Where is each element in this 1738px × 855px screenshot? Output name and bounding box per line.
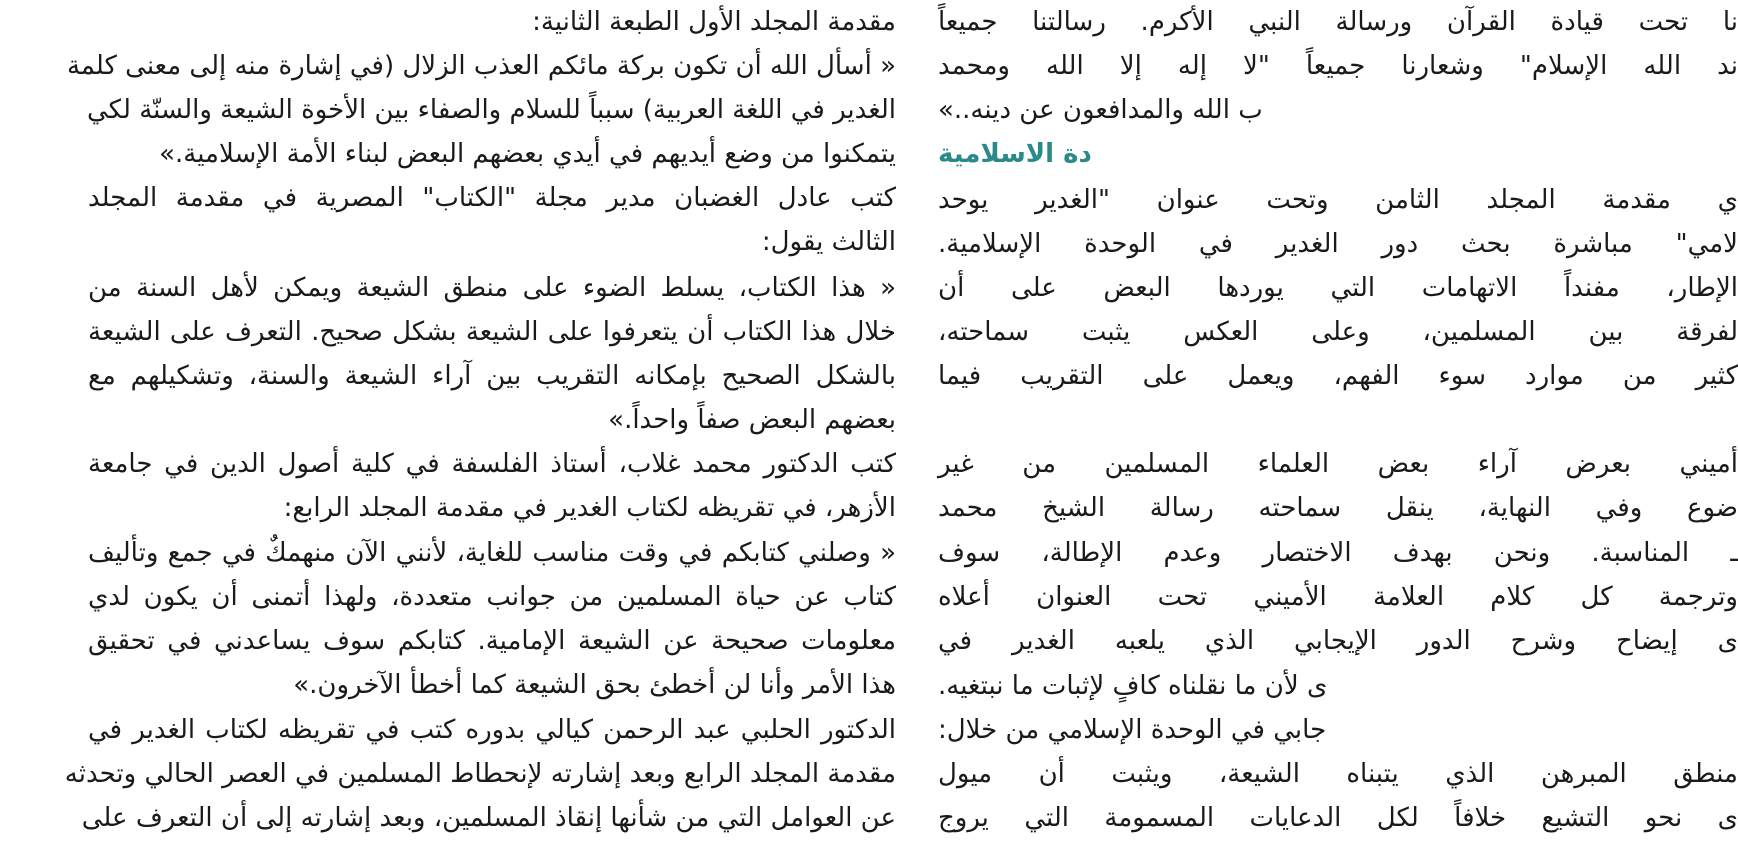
text-line: نا تحت قيادة القرآن ورسالة النبي الأكرم. رسالتنا جميعاً bbox=[938, 7, 1738, 37]
text-line: لفرقة بين المسلمين، وعلى العكس يثبت سماحته، bbox=[938, 317, 1738, 347]
text-line: ب الله والمدافعون عن دينه..» bbox=[938, 95, 1263, 125]
text-line: وترجمة كل كلام العلامة الأميني تحت العنوان أعلاه bbox=[938, 582, 1738, 612]
text-line: ضوع وفي النهاية، ينقل سماحته رسالة الشيخ محمد bbox=[938, 493, 1738, 523]
text-line: الأزهر، في تقريظه لكتاب الغدير في مقدمة المجلد الرابع: bbox=[283, 493, 896, 523]
text-line: معلومات صحيحة عن الشيعة الإمامية. كتابكم سوف يساعدني في تحقيق bbox=[88, 626, 896, 656]
text-line: الإطار، مفنداً الاتهامات التي يوردها البعض على أن bbox=[938, 273, 1738, 303]
text-line: أميني بعرض آراء بعض العلماء المسلمين من غير bbox=[938, 449, 1738, 479]
right-text-column bbox=[938, 0, 1738, 855]
text-line: الغدير في اللغة العربية) سبباً للسلام والصفاء بين الأخوة الشيعة والسنّة لكي bbox=[87, 95, 896, 125]
text-line: كتب عادل الغضبان مدير مجلة "الكتاب" المصرية في مقدمة المجلد bbox=[88, 183, 896, 213]
text-line: بالشكل الصحيح بإمكانه التقريب بين آراء الشيعة والسنة، وتشكيلهم مع bbox=[88, 361, 896, 391]
text-line: لامي" مباشرة بحث دور الغدير في الوحدة الإسلامية. bbox=[938, 229, 1738, 259]
text-line: عن العوامل التي من شأنها إنقاذ المسلمين، وبعد إشارته إلى أن التعرف على bbox=[81, 803, 896, 833]
text-line bbox=[938, 398, 1738, 442]
text-line: مقدمة المجلد الأول الطبعة الثانية: bbox=[532, 7, 896, 37]
text-line: هذا الأمر وأنا لن أخطئ بحق الشيعة كما أخطأ الآخرون.» bbox=[293, 670, 896, 700]
text-line: ـ المناسبة. ونحن بهدف الاختصار وعدم الإطالة، سوف bbox=[938, 538, 1738, 568]
text-line: ند الله الإسلام" وشعارنا جميعاً "لا إله إلا الله ومحمد bbox=[938, 51, 1738, 81]
text-line: جابي في الوحدة الإسلامي من خلال: bbox=[938, 715, 1327, 745]
text-line: الثالث يقول: bbox=[761, 227, 896, 257]
text-line: منطق المبرهن الذي يتبناه الشيعة، ويثبت أن ميول bbox=[938, 759, 1738, 789]
left-text-column bbox=[64, 0, 896, 855]
text-line: كثير من موارد سوء الفهم، ويعمل على التقريب فيما bbox=[938, 361, 1738, 391]
text-line: ى إيضاح وشرح الدور الإيجابي الذي يلعبه الغدير في bbox=[938, 626, 1738, 656]
text-line: ى لأن ما نقلناه كافٍ لإثبات ما نبتغيه. bbox=[938, 671, 1328, 701]
text-line: يتمكنوا من وضع أيديهم في أيدي بعضهم البعض لبناء الأمة الإسلامية.» bbox=[159, 139, 896, 169]
text-line: كتب الدكتور محمد غلاب، أستاذ الفلسفة في كلية أصول الدين في جامعة bbox=[88, 449, 896, 479]
text-line: كتاب عن حياة المسلمين من جوانب متعددة، ولهذا أتمنى أن يكون لدي bbox=[88, 582, 896, 612]
text-line: ى نحو التشيع خلافاً لكل الدعايات المسمومة التي يروج bbox=[938, 803, 1738, 833]
text-line: بعضهم البعض صفاً واحداً.» bbox=[608, 405, 896, 435]
text-line: « هذا الكتاب، يسلط الضوء على منطق الشيعة ويمكن لأهل السنة من bbox=[88, 273, 896, 303]
text-line: ي مقدمة المجلد الثامن وتحت عنوان "الغدير يوحد bbox=[938, 185, 1738, 215]
section-heading: دة الاسلامية bbox=[938, 139, 1092, 169]
text-line: الدكتور الحلبي عبد الرحمن كيالي بدوره كتب في تقريظه لكتاب الغدير في bbox=[88, 715, 896, 745]
text-line: مقدمة المجلد الرابع وبعد إشارته لإنحطاط المسلمين في العصر الحالي وتحدثه bbox=[64, 759, 896, 789]
text-line: « وصلني كتابكم في وقت مناسب للغاية، لأنني الآن منهمكٌ في جمع وتأليف bbox=[88, 538, 896, 568]
text-line: « أسأل الله أن تكون بركة مائكم العذب الزلال (في إشارة منه إلى معنى كلمة bbox=[66, 51, 896, 81]
text-line: خلال هذا الكتاب أن يتعرفوا على الشيعة بشكل صحيح. التعرف على الشيعة bbox=[88, 317, 896, 347]
